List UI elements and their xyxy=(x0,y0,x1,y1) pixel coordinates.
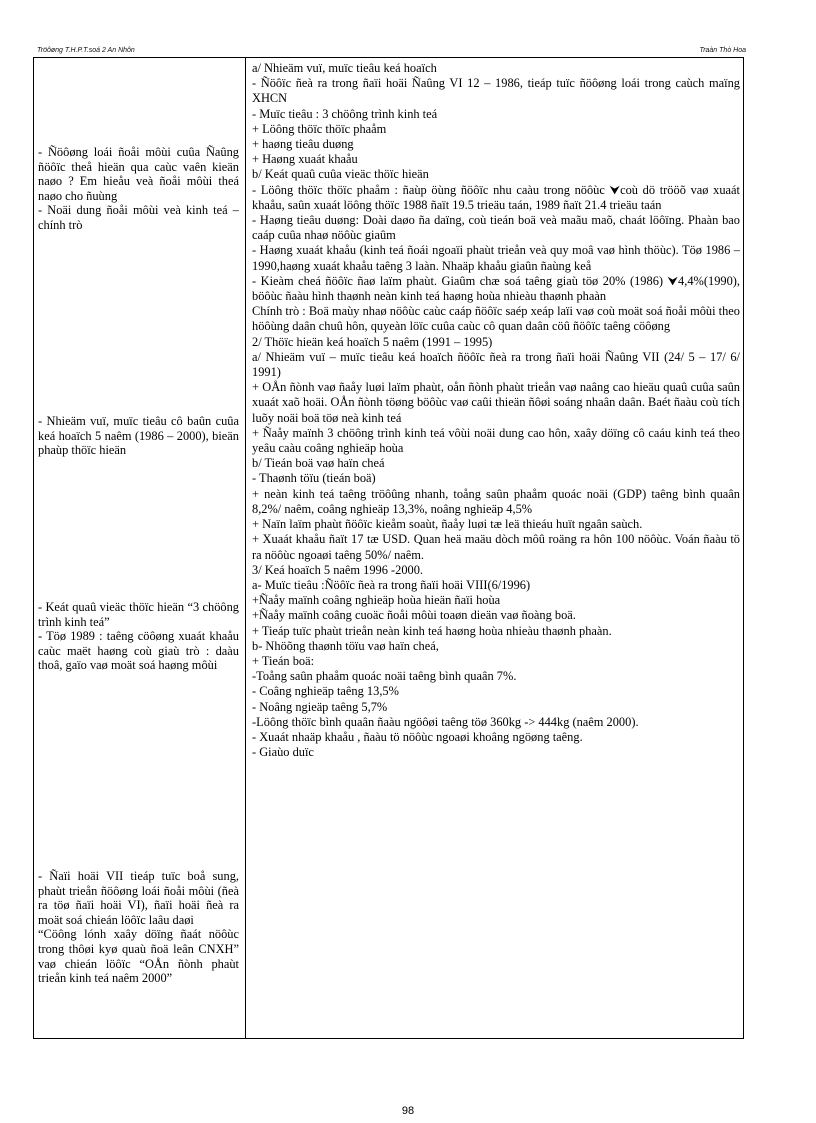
page-number: 98 xyxy=(401,1105,415,1117)
content-line: - Thaønh töïu (tieán boä) xyxy=(252,471,376,486)
content-line: -Löông thöïc bình quaân ñaàu ngöôøi taêng töø 360kg -> 444kg (naêm 2000). xyxy=(252,714,639,729)
left-note-text: - Ñöôøng loái ñoåi môùi cuûa Ñaûng ñöôïc theå hieän qua caùc vaên kieän naøo ? Em hieåu veà ñoåi môùi theá naøo cho ñuùng xyxy=(38,145,239,203)
content-line: - Haøng xuaát khaåu (kinh teá ñoái ngoaïi phaùt trieån veà quy moâ vaø hình thöùc). Töø 1986 – 1990,haøng xuaát khaåu taêng 3 laàn. Nhaäp khaåu giaûn ñaùng keå xyxy=(252,243,740,273)
content-line: - Giaùo duïc xyxy=(252,745,314,760)
content-line: - Kieàm cheá ñöôïc ñaø laïm phaùt. Giaûm chæ soá taêng giaù töø 20% (1986) ⮟4,4%(1990), böôùc ñaàu hình thaønh neàn kinh teá haøng hoùa nhieàu thaønh phaàn xyxy=(252,273,740,304)
content-line: - Noâng ngieäp taêng 5,7% xyxy=(252,699,388,714)
left-note-text: “Cöông lónh xaây döïng ñaát nöôùc trong thôøi kyø quaù ñoä leân CNXH” vaø chieán löôïc “OÅn ñònh phaùt trieån kinh teá naêm 2000” xyxy=(38,927,239,986)
content-line: - Coâng nghieäp taêng 13,5% xyxy=(252,684,399,699)
left-note-text: - Noäi dung ñoåi môùi veà kinh teá – chính trò xyxy=(38,203,239,232)
content-line: -Toång saûn phaåm quoác noäi taêng bình quaân 7%. xyxy=(252,669,517,684)
content-line: + Xuaát khaåu ñaït 17 tæ USD. Quan heä maäu dòch môû roäng ra hôn 100 nöôùc. Voán ñaàu tö ra nöôùc ngoaøi taêng 50%/ naêm. xyxy=(252,532,740,562)
left-note-text: - Ñaïi hoäi VII tieáp tuïc boå sung, phaùt trieån ñöôøng loái ñoåi môùi (ñeà ra töø ñaïi hoäi VI), ñaïi hoäi ñeà ra moät soá chieán löôïc laâu daøi xyxy=(38,869,239,927)
content-line: + Haøng xuaát khaåu xyxy=(252,152,358,167)
content-line: a- Muïc tieâu :Ñöôïc ñeà ra trong ñaïi hoäi VIII(6/1996) xyxy=(252,577,531,592)
lesson-content xyxy=(252,61,740,760)
content-line: + OÅn ñònh vaø ñaåy luøi laïm phaùt, oån ñònh phaùt trieån vaø naâng cao hieäu quaû cuûa saûn xuaát xaõ hoäi. OÅn ñònh töøng böôùc vaø caûi thieän ñôøi soáng nhaân daân. Baét ñaàu coù tích luõy noäi boä töø neà kinh teá xyxy=(252,380,740,425)
content-line: + Naïn laïm phaùt ñöôïc kieåm soaùt, ñaåy luøi tæ leä thieáu huït ngaân saùch. xyxy=(252,517,643,532)
header-school-name: Tröôøng T.H.P.T.soá 2 An Nhôn xyxy=(37,47,135,54)
content-line: b/ Keát quaû cuûa vieäc thöïc hieän xyxy=(252,167,429,182)
content-line: + Ñaåy maïnh 3 chöông trình kinh teá vôùi noäi dung cao hôn, xaây döïng cô caáu kinh teá theo yeâu caàu coâng nghieäp hoùa xyxy=(252,425,740,456)
content-line: a/ Nhieäm vuï, muïc tieâu keá hoaïch xyxy=(252,61,437,75)
content-line: + neàn kinh teá taêng tröôûng nhanh, toång saûn phaåm quoác noäi (GDP) taêng bình quaân 8,2%/ naêm, coâng nghieäp 13,3%, noâng nghieäp 4,5% xyxy=(252,486,740,516)
content-line: b- Nhöõng thaønh töïu vaø haïn cheá, xyxy=(252,638,439,653)
column-divider xyxy=(245,58,246,1038)
content-line: a/ Nhieäm vuï – muïc tieâu keá hoaïch ñöôïc ñeà ra trong ñaïi hoäi Ñaûng VII (24/ 5 – 17/ 6/ 1991) xyxy=(252,349,740,380)
left-note-group-2 xyxy=(38,414,239,458)
left-note-group-1 xyxy=(38,145,239,233)
left-note-group-4 xyxy=(38,869,239,986)
content-line: +Ñaåy maïnh coâng nghieäp hoùa hieän ñaïi hoùa xyxy=(252,593,501,608)
content-line: Chính trò : Boä maùy nhaø nöôùc caùc caáp ñöôïc saép xeáp laïi vaø coù moät soá ñoåi môùi theo höôùng daân chuû hôn, quyeàn löïc cuûa caùc cô quan daân cöû ñöôïc taêng cöôøng xyxy=(252,304,740,334)
content-line: - Ñöôïc ñeà ra trong ñaïi hoäi Ñaûng VI 12 – 1986, tieáp tuïc ñöôøng loái trong caùch maïng XHCN xyxy=(252,76,740,106)
left-note-text: - Keát quaû vieäc thöïc hieän “3 chöông trình kinh teá” xyxy=(38,600,239,629)
content-line: - Xuaát nhaäp khaåu , ñaàu tö nöôùc ngoaøi khoâng ngöøng taêng. xyxy=(252,729,583,744)
header-author-name: Traàn Thò Hoa xyxy=(699,47,746,54)
content-line: + haøng tieâu duøng xyxy=(252,137,354,152)
left-note-text: - Nhieäm vuï, muïc tieâu cô baûn cuûa keá hoaïch 5 naêm (1986 – 2000), bieän phaùp thöïc hieän xyxy=(38,414,239,458)
content-line: + Tieán boä: xyxy=(252,653,315,668)
content-line: + Tieáp tuïc phaùt trieån neàn kinh teá haøng hoùa nhieàu thaønh phaàn. xyxy=(252,623,612,638)
content-line: + Löông thöïc thöïc phaåm xyxy=(252,121,387,136)
content-line: - Löông thöïc thöïc phaåm : ñaùp öùng ñöôïc nhu caàu trong nöôùc ⮟coù dö trööõ vaø xuaát khaåu, saûn xuaát löông thöïc 1988 ñaït 19.5 trieäu taán, 1989 ñaït 21.4 trieäu taán xyxy=(252,182,740,212)
left-note-text: - Töø 1989 : taêng cöôøng xuaát khaåu caùc maët haøng coù giaù trò : daàu thoâ, gaïo vaø moät soá haøng môùi xyxy=(38,629,239,673)
content-line: 3/ Keá hoaïch 5 naêm 1996 -2000. xyxy=(252,562,424,577)
content-table xyxy=(33,57,744,1039)
content-line: 2/ Thöïc hieän keá hoaïch 5 naêm (1991 – 1995) xyxy=(252,334,493,349)
left-note-group-3 xyxy=(38,600,239,673)
content-line: +Ñaåy maïnh coâng cuoäc ñoåi môùi toaøn dieän vaø ñoàng boä. xyxy=(252,608,576,623)
content-line: - Muïc tieâu : 3 chöông trình kinh teá xyxy=(252,106,438,121)
content-line: - Haøng tieâu duøng: Doài daøo ña daïng, coù tieán boä veà maãu maõ, chaát löôïng. Phaàn bao caáp cuûa nhaø nöôùc giaûm xyxy=(252,213,740,243)
content-line: b/ Tieán boä vaø haïn cheá xyxy=(252,456,385,471)
